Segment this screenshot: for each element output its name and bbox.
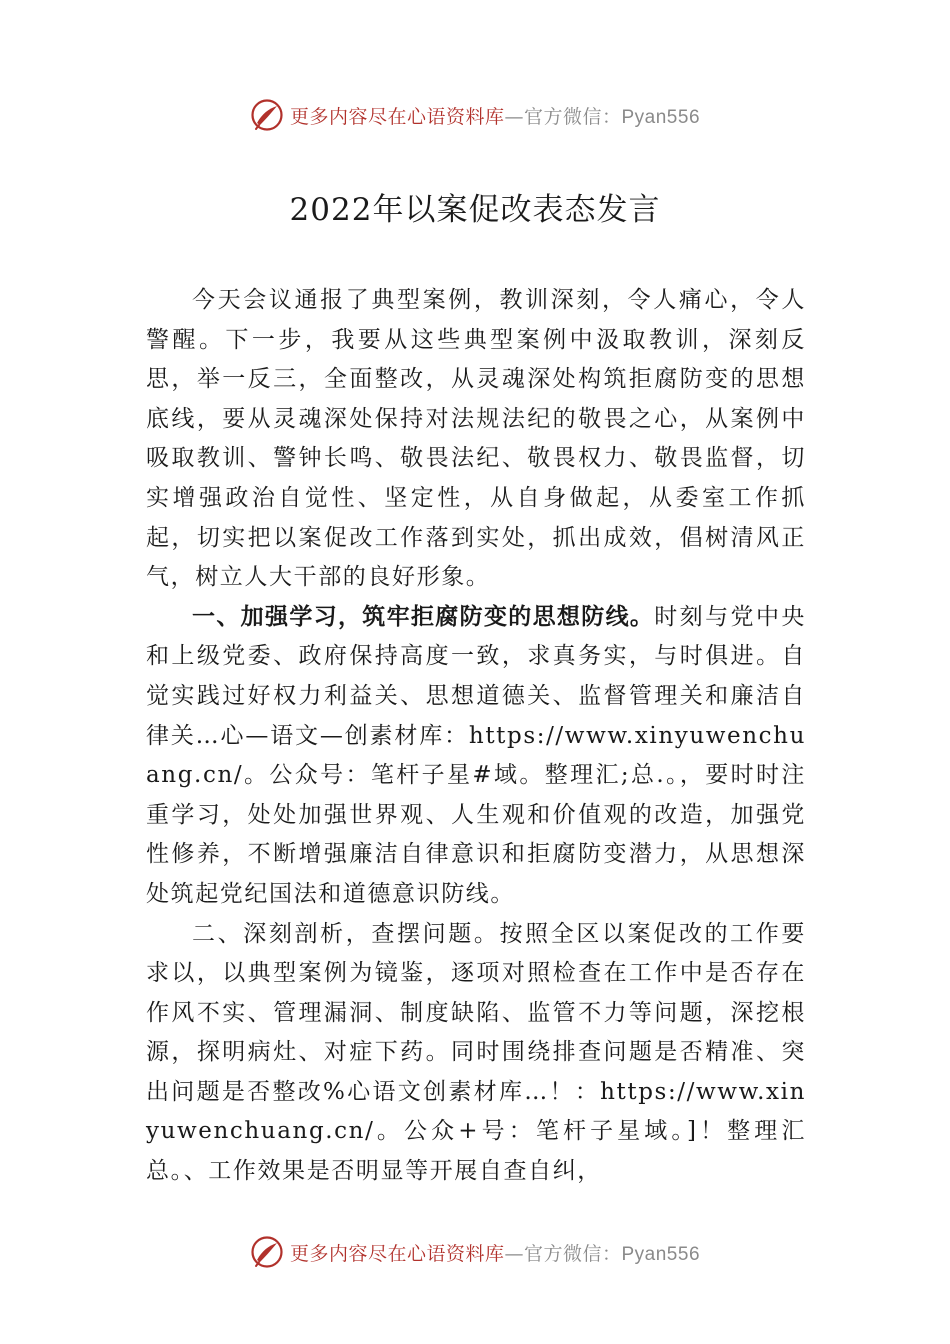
paragraph-text: 时刻与党中央和上级党委、政府保持高度一致，求真务实，与时俱进。自觉实践过好权力利益关、思想道德关、监督管理关和廉洁自律关…心—语文—创素材库：https://www.xinyuwenchuang.cn/。公众号：笔杆子星#域。整理汇;总.。，要时时注重学习，处处加强世界观、人生观和价值观的改造，加强党性修养，不断增强廉洁自律意识和拒腐防变潜力，从思想深处筑起党纪国法和道德意识防线。 (146, 603, 806, 907)
document-body (146, 281, 806, 1192)
paragraph-lead: 一、加强学习，筑牢拒腐防变的思想防线。 (192, 603, 655, 630)
banner-wechat-id: Pyan556 (621, 1243, 701, 1265)
footer-watermark-text (290, 1239, 700, 1266)
header-watermark-text (290, 102, 700, 129)
document-title: 2022年以案促改表态发言 (289, 192, 661, 228)
banner-wechat-label: 官方微信： (523, 105, 622, 128)
footer-watermark (0, 1232, 950, 1272)
banner-dash: — (504, 105, 524, 128)
banner-wechat-label: 官方微信： (523, 1242, 622, 1265)
banner-brand: 更多内容尽在心语资料库 (289, 105, 505, 128)
brand-logo-icon (250, 1235, 284, 1269)
brand-logo-icon (250, 98, 284, 132)
paragraph-2 (146, 598, 806, 915)
paragraph-3 (146, 915, 806, 1192)
banner-wechat-id: Pyan556 (621, 106, 701, 128)
header-watermark (0, 95, 950, 135)
paragraph-1 (146, 281, 806, 598)
banner-dash: — (504, 1242, 524, 1265)
banner-brand: 更多内容尽在心语资料库 (289, 1242, 505, 1265)
paragraph-text: 今天会议通报了典型案例，教训深刻，令人痛心，令人警醒。下一步，我要从这些典型案例中汲取教训，深刻反思，举一反三，全面整改，从灵魂深处构筑拒腐防变的思想底线，要从灵魂深处保持对法规法纪的敬畏之心，从案例中吸取教训、警钟长鸣、敬畏法纪、敬畏权力、敬畏监督，切实增强政治自觉性、坚定性，从自身做起，从委室工作抓起，切实把以案促改工作落到实处，抓出成效，倡树清风正气，树立人大干部的良好形象。 (146, 287, 806, 591)
paragraph-text: 二、深刻剖析，查摆问题。按照全区以案促改的工作要求以，以典型案例为镜鉴，逐项对照检查在工作中是否存在作风不实、管理漏洞、制度缺陷、监管不力等问题，深挖根源，探明病灶、对症下药。同时围绕排查问题是否精准、突出问题是否整改%心语文创素材库…！：https://www.xinyuwenchuang.cn/。公众+号：笔杆子星域。]！整理汇总。、工作效果是否明显等开展自查自纠， (146, 920, 806, 1185)
